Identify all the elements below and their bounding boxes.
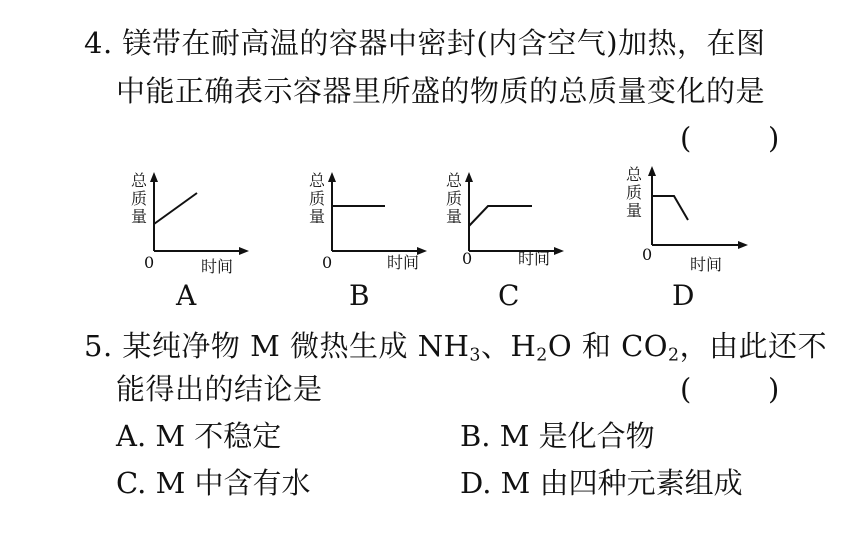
q4-answer-paren-close: )	[768, 121, 780, 155]
q4-option-c[interactable]: C	[498, 279, 520, 312]
q4-option-d[interactable]: D	[672, 279, 695, 312]
graph-b-ylabel-3: 量	[309, 207, 326, 226]
graph-c-ylabel-1: 总	[446, 171, 463, 190]
q5-line1-post: ，由此还不	[679, 329, 828, 363]
q4-option-b[interactable]: B	[349, 279, 370, 312]
graph-c-xlabel: 时间	[518, 249, 551, 268]
graph-d	[624, 162, 756, 276]
h2o-subscript: 2	[536, 345, 548, 366]
graph-c-origin: 0	[462, 249, 473, 268]
graph-d-y-arrow	[648, 166, 656, 176]
q4-line-1: 4. 镁带在耐高温的容器中密封(内含空气)加热，在图	[84, 26, 766, 60]
graph-c-ylabel-2: 质	[446, 189, 463, 208]
graph-a-ylabel-3: 量	[131, 207, 148, 226]
q4-option-a[interactable]: A	[176, 279, 197, 312]
graph-a-ylabel-1: 总	[131, 171, 148, 190]
graph-a-origin: 0	[144, 253, 155, 272]
nh3-subscript: 3	[469, 345, 481, 366]
q5-choice-d[interactable]: D. M 由四种元素组成	[460, 466, 743, 500]
graph-b-xlabel: 时间	[387, 253, 420, 272]
graph-a	[125, 168, 255, 276]
graph-d-ylabel-1: 总	[626, 165, 643, 184]
q5-choice-c[interactable]: C. M 中含有水	[116, 466, 311, 500]
graph-a-x-arrow	[239, 247, 249, 255]
q5-line1-pre: 5. 某纯净物 M 微热生成 NH	[84, 329, 470, 363]
graph-d-ylabel-3: 量	[626, 201, 643, 220]
graph-a-ylabel-2: 质	[131, 189, 148, 208]
graph-a-xlabel: 时间	[201, 257, 234, 276]
q5-line1-mid: O 和 CO	[547, 329, 669, 363]
graph-d-curve	[652, 196, 688, 220]
graph-b-y-arrow	[328, 172, 336, 182]
graph-b-ylabel-2: 质	[309, 189, 326, 208]
graph-c-ylabel-3: 量	[446, 207, 463, 226]
graph-c-y-arrow	[465, 172, 473, 182]
graph-a-y-arrow	[150, 172, 158, 182]
graph-c-x-arrow	[554, 247, 564, 255]
graph-c-curve	[469, 206, 532, 226]
graph-d-x-arrow	[738, 241, 748, 249]
graph-d-xlabel: 时间	[690, 255, 723, 274]
graph-b	[303, 168, 433, 276]
q5-answer-paren-open: (	[680, 372, 692, 406]
co2-subscript: 2	[668, 345, 680, 366]
q5-line-1	[84, 328, 827, 373]
q5-separator: 、H	[480, 329, 537, 363]
q4-answer-paren-open: (	[680, 121, 692, 155]
graph-b-origin: 0	[322, 253, 333, 272]
q4-line-2: 中能正确表示容器里所盛的物质的总质量变化的是	[116, 74, 766, 108]
graph-d-origin: 0	[642, 245, 653, 264]
graph-d-ylabel-2: 质	[626, 183, 643, 202]
q5-choice-a[interactable]: A. M 不稳定	[116, 419, 282, 453]
q5-answer-paren-close: )	[768, 372, 780, 406]
q5-choice-b[interactable]: B. M 是化合物	[460, 419, 655, 453]
q5-line-2: 能得出的结论是	[116, 372, 323, 406]
graph-b-ylabel-1: 总	[309, 171, 326, 190]
graph-a-curve	[154, 193, 197, 224]
graph-c	[440, 168, 570, 276]
